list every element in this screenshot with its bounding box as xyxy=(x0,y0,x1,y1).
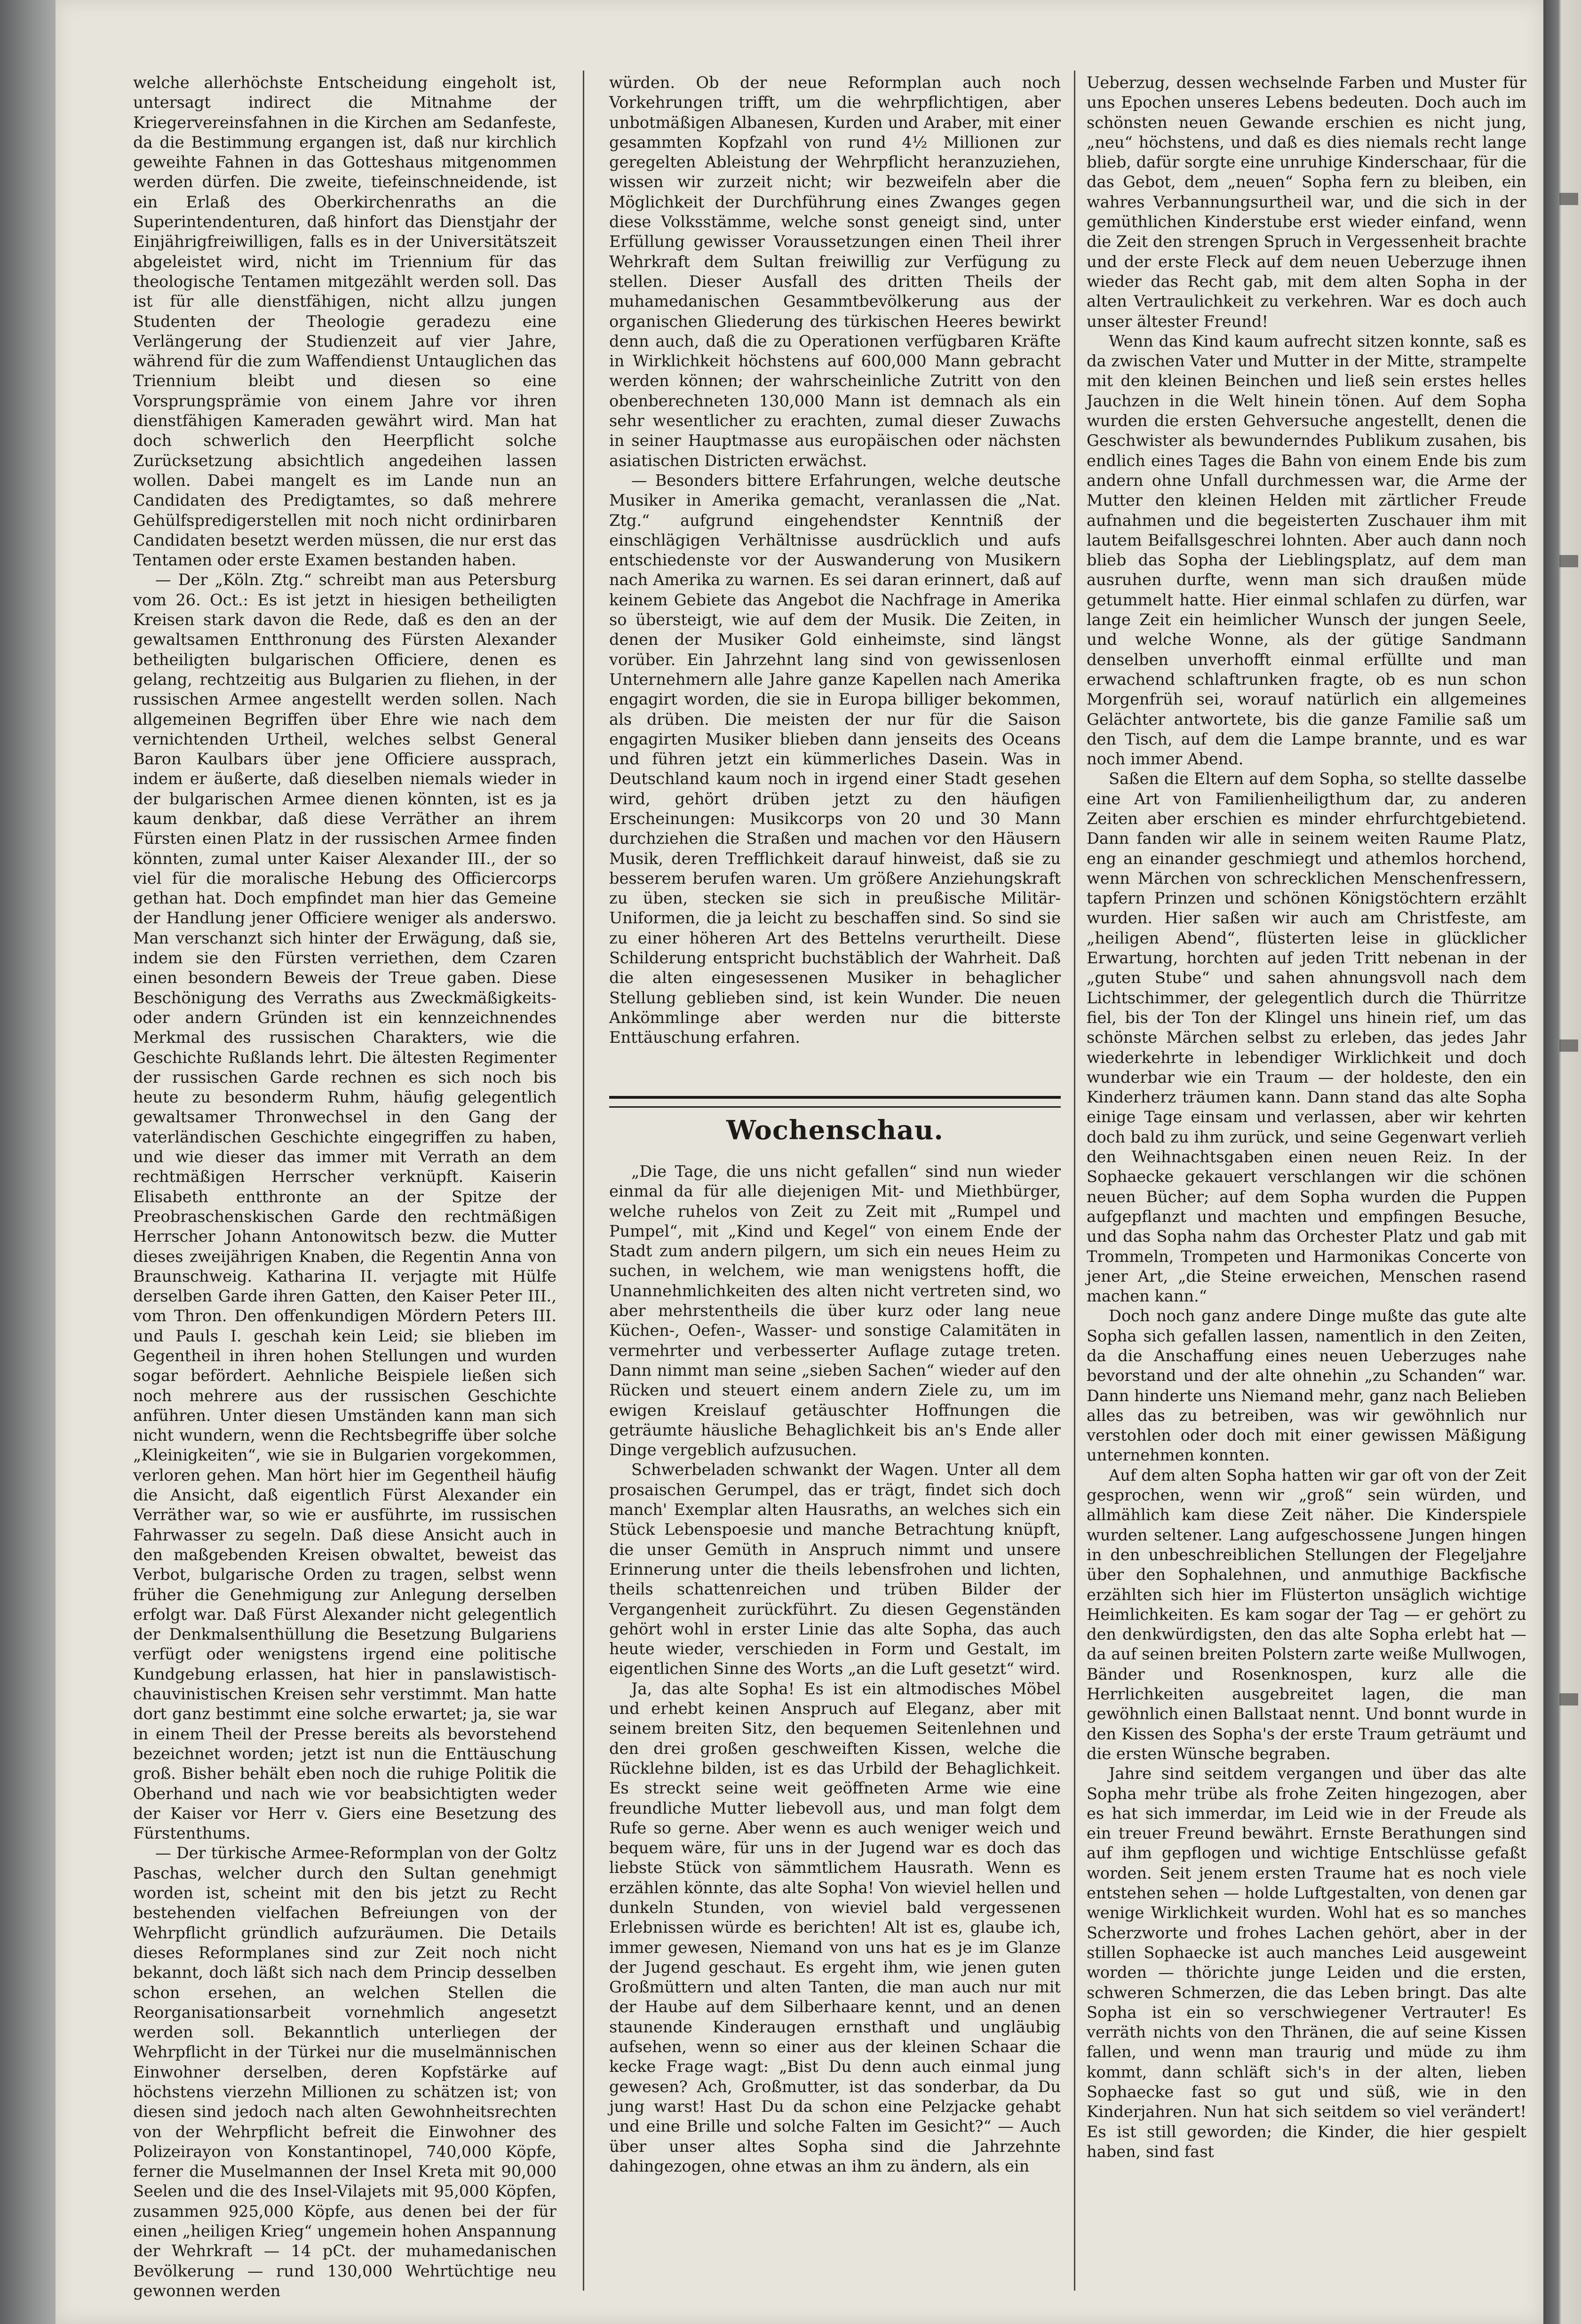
col2b-paragraph-2: Schwerbeladen schwankt der Wagen. Unter all dem prosaischen Gerumpel, das er trägt, findet sich doch manch' Exemplar alten Hausraths, an welches sich ein Stück Lebenspoesie und manche Betrachtung knüpft, die unser Gemüth in Anspruch nimmt und unsere Erinnerung unter die theils lebensfrohen und lichten, theils schattenreichen und trüben Bilder der Vergangenheit zurückführt. Zu diesen Gegenständen gehört wohl in erster Linie das alte Sopha, das auch heute wieder, verschieden in Form und Gestalt, im eigentlichen Sinne des Worts „an die Luft gesetzt“ wird. xyxy=(609,1460,1061,1678)
column-right xyxy=(1087,73,1526,2284)
col1-paragraph-3: — Der türkische Armee-Reformplan von der Goltz Paschas, welcher durch den Sultan genehmigt worden ist, scheint mit den bis jetzt zu Recht bestehenden vielfachen Befreiungen von der Wehrpflicht gründlich aufzuräumen. Die Details dieses Reformplanes sind zur Zeit noch nicht bekannt, doch läßt sich nach dem Princip desselben schon ersehen, an welchen Stellen die Reorganisationsarbeit vornehmlich angesetzt werden soll. Bekanntlich unterliegen der Wehrpflicht in der Türkei nur die muselmännischen Einwohner derselben, deren Kopfstärke auf höchstens vierzehn Millionen zu schätzen ist; von diesen sind jedoch nach alten Gewohnheitsrechten von der Wehrpflicht befreit die Einwohner des Polizeirayon von Konstantinopel, 740,000 Köpfe, ferner die Muselmannen der Insel Kreta mit 90,000 Seelen und die des Insel-Vilajets mit 95,000 Köpfen, zusammen 925,000 Köpfe, aus denen bei der für einen „heiligen Krieg“ ungemein hohen Anspannung der Wehrkraft — 14 pCt. der muhamedanischen Bevölkerung — rund 130,000 Wehrtüchtige neu gewonnen werden xyxy=(133,1844,556,2300)
col1-paragraph-2: — Der „Köln. Ztg.“ schreibt man aus Petersburg vom 26. Oct.: Es ist jetzt in hiesigen betheiligten Kreisen stark davon die Rede, daß es den an der gewaltsamen Entthronung des Fürsten Alexander betheiligten bulgarischen Officiere, denen es gelang, rechtzeitig aus Bulgarien zu fliehen, in der russischen Armee angestellt werden sollen. Nach allgemeinen Begriffen über Ehre wie nach dem vernichtenden Urtheil, welches selbst General Baron Kaulbars über jene Officiere aussprach, indem er äußerte, daß dieselben niemals wieder in der bulgarischen Armee dienen könnten, ist es ja kaum denkbar, daß diese Verräther an ihrem Fürsten einen Platz in der russischen Armee finden könnten, zumal unter Kaiser Alexander III., der so viel für die moralische Hebung des Officiercorps gethan hat. Doch empfindet man hier das Gemeine der Handlung jener Officiere weniger als anderswo. Man verschanzt sich hinter der Erwägung, daß sie, indem sie den Fürsten verriethen, dem Czaren einen besondern Beweis der Treue gaben. Diese Beschönigung des Verraths aus Zweckmäßigkeits- oder andern Gründen ist ein kennzeichnendes Merkmal des russischen Charakters, wie die Geschichte Rußlands lehrt. Die ältesten Regimenter der russischen Garde rechnen es sich noch bis heute zu besonderm Ruhm, häufig gelegentlich gewaltsamer Thronwechsel in den Gang der vaterländischen Geschichte eingegriffen zu haben, und wie dieser das immer mit Verrath an dem rechtmäßigen Herrscher verknüpft. Kaiserin Elisabeth entthronte an der Spitze der Preobraschenskischen Garde den rechtmäßigen Herrscher Johann Antonowitsch bezw. die Mutter dieses zweijährigen Knaben, die Regentin Anna von Braunschweig. Katharina II. verjagte mit Hülfe derselben Garde ihren Gatten, den Kaiser Peter III., vom Thron. Den offenkundigen Mördern Peters III. und Pauls I. geschah kein Leid; sie blieben im Gegentheil in ihren hohen Stellungen und wurden sogar befördert. Aehnliche Beispiele ließen sich noch mehrere aus der russischen Geschichte anführen. Unter diesen Umständen kann man sich nicht wundern, wenn die Rechtsbegriffe über solche „Kleinigkeiten“, wie sie in Bulgarien vorgekommen, verloren gehen. Man hört hier im Gegentheil häufig die Ansicht, daß eigentlich Fürst Alexander ein Verräther war, so wie er ausführte, im russischen Fahrwasser zu segeln. Daß diese Ansicht auch in den maßgebenden Kreisen obwaltet, beweist das Verbot, bulgarische Orden zu tragen, selbst wenn früher die Genehmigung zur Anlegung derselben erfolgt war. Daß Fürst Alexander nicht gelegentlich der Denkmalsenthüllung die Besetzung Bulgariens verfügt oder wenigstens irgend eine politische Kundgebung erlassen, hat hier in panslawistisch-chauvinistischen Kreisen sehr verstimmt. Man hatte dort ganz bestimmt eine solche erwartet; ja, sie war in einem Theil der Presse bereits als bevorstehend bezeichnet worden; jetzt ist nun die Enttäuschung groß. Bisher behält eben noch die ruhige Politik die Oberhand und nach wie vor beabsichtigten weder der Kaiser vor Herr v. Giers eine Besetzung des Fürstenthums. xyxy=(133,571,556,1843)
col2-paragraph-1: würden. Ob der neue Reformplan auch noch Vorkehrungen trifft, um die wehrpflichtigen, aber unbotmäßigen Albanesen, Kurden und Araber, mit einer gesammten Kopfzahl von rund 4½ Millionen zur geregelten Ableistung der Wehrpflicht heranzuziehen, wissen wir zurzeit nicht; wir bezweifeln aber die Möglichkeit der Durchführung eines Zwanges gegen diese Volksstämme, welche sonst geneigt sind, unter Erfüllung gewisser Voraussetzungen einen Theil ihrer Wehrkraft dem Sultan freiwillig zur Verfügung zu stellen. Dieser Ausfall des dritten Theils der muhamedanischen Gesammtbevölkerung aus der organischen Gliederung des türkischen Heeres bewirkt denn auch, daß die zu Operationen verfügbaren Kräfte in Wirklichkeit höchstens auf 600,000 Mann gebracht werden können; der wahrscheinliche Zutritt von den obenberechneten 130,000 Mann ist demnach als ein sehr wesentlicher zu erachten, zumal dieser Zuwachs in seiner Hauptmasse aus europäischen oder nächsten asiatischen Districten erwächst. xyxy=(609,73,1061,470)
col2b-paragraph-1: „Die Tage, die uns nicht gefallen“ sind nun wieder einmal da für alle diejenigen Mit- und Miethbürger, welche ruhelos von Zeit zu Zeit mit „Rumpel und Pumpel“, mit „Kind und Kegel“ von einem Ende der Stadt zum andern pilgern, um sich ein neues Heim zu suchen, in welchem, wie man wenigstens hofft, die Unannehmlichkeiten des alten nicht vertreten sind, wo aber mehrstentheils die über kurz oder lang neue Küchen-, Oefen-, Wasser- und sonstige Calamitäten in vermehrter und verbesserter Auflage zutage treten. Dann nimmt man seine „sieben Sachen“ wieder auf den Rücken und steuert einem andern Ziele zu, um im ewigen Kreislauf getäuschter Hoffnungen die geträumte häusliche Behaglichkeit bis an's Ende aller Dinge vergeblich aufzusuchen. xyxy=(609,1162,1061,1459)
section-title-wochenschau: Wochenschau. xyxy=(726,1115,944,1146)
col3-paragraph-4: Doch noch ganz andere Dinge mußte das gute alte Sopha sich gefallen lassen, namentlich in den Zeiten, da die Anschaffung eines neuen Ueberzuges nahe bevorstand und der alte ohnehin „zu Schanden“ war. Dann hinderte uns Niemand mehr, ganz nach Belieben alles das zu betreiben, was wir gewöhnlich nur verstohlen oder doch mit einer gewissen Mäßigung unternehmen konnten. xyxy=(1087,1307,1526,1465)
column-middle-bottom xyxy=(609,1162,1061,2286)
column-left xyxy=(133,73,556,2300)
col3-paragraph-5: Auf dem alten Sopha hatten wir gar oft von der Zeit gesprochen, wenn wir „groß“ sein würden, und allmählich kam diese Zeit näher. Die Kinderspiele wurden seltener. Lang aufgeschossene Jungen hingen in den unbeschreiblichen Stellungen der Flegeljahre über den Sophalehnen, und anmuthige Backfische erzählten sich hier im Flüsterton unsäglich wichtige Heimlichkeiten. Es kam sogar der Tag — er gehört zu den denkwürdigsten, den das alte Sopha erlebt hat — da auf seinen breiten Polstern zarte weiße Mullwogen, Bänder und Rosenknospen, kurz alle die Herrlichkeiten ausgebreitet lagen, die man gewöhnlich einen Ballstaat nennt. Und bonnt wurde in den Kissen des Sopha's der erste Traum geträumt und die ersten Wünsche begraben. xyxy=(1087,1466,1526,1763)
col3-paragraph-3: Saßen die Eltern auf dem Sopha, so stellte dasselbe eine Art von Familienheiligthum dar, zu anderen Zeiten aber erschien es minder ehrfurchtgebietend. Dann fanden wir alle in seinem weiten Raume Platz, eng an einander geschmiegt und athemlos horchend, wenn Märchen von schrecklichen Menschenfressern, tapfern Prinzen und schönen Königstöchtern erzählt wurden. Hier saßen wir auch am Christfeste, am „heiligen Abend“, flüsterten leise in glücklicher Erwartung, horchten auf jeden Tritt nebenan in der „guten Stube“ und sahen ahnungsvoll nach dem Lichtschimmer, der gelegentlich durch die Thürritze fiel, bis der Ton der Klingel uns hinein rief, um das schönste Märchen selbst zu erleben, das jedes Jahr wiederkehrte in lebendiger Wirklichkeit und doch wunderbar wie ein Traum — der holdeste, den ein Kinderherz träumen kann. Dann stand das alte Sopha einige Tage einsam und verlassen, aber wir kehrten doch bald zu ihm zurück, und seine Gegenwart verlieh den Weihnachtsgaben einen neuen Reiz. In der Sophaecke gekauert verschlangen wir die schönen neuen Bücher; auf dem Sopha wurden die Puppen aufgepflanzt und machten und empfingen Besuche, und das Sopha nahm das Orchester Platz und gab mit Trommeln, Trompeten und Harmonikas Concerte von jener Art, „die Steine erweichen, Menschen rasend machen kann.“ xyxy=(1087,769,1526,1306)
adjacent-page-edge xyxy=(1543,0,1581,2324)
column-rule-2 xyxy=(1074,71,1075,2291)
col3-paragraph-6: Jahre sind seitdem vergangen und über das alte Sopha mehr trübe als frohe Zeiten hingezogen, aber es hat sich immerdar, im Leid wie in der Freude als ein treuer Freund bewährt. Ernste Berathungen sind auf ihm gepflogen und wichtige Entschlüsse gefaßt worden. Seit jenem ersten Traume hat es noch viele entstehen sehen — holde Luftgestalten, von denen gar wenige Wirklichkeit wurden. Wohl hat es so manches Scherzworte und frohes Lachen gehört, aber in der stillen Sophaecke ist auch manches Leid ausgeweint worden — thörichte junge Leiden und die ersten, schweren Schmerzen, die das Leben bringt. Das alte Sopha ist ein so verschwiegener Vertrauter! Es verräth nichts von den Thränen, die auf seine Kissen fallen, und wenn man traurig und müde zu ihm kommt, dann schläft sich's in der alten, lieben Sophaecke fast so gut und süß, wie in den Kinderjahren. Nun hat sich seitdem so viel verändert! Es ist still geworden; die Kinder, die hier gespielt haben, sind fast xyxy=(1087,1764,1526,2161)
scan-binding-edge xyxy=(0,0,56,2324)
col1-paragraph-1: welche allerhöchste Entscheidung eingeholt ist, untersagt indirect die Mitnahme der Kriegervereinsfahnen in die Kirchen am Sedanfeste, da die Bestimmung ergangen ist, daß nur kirchlich geweihte Fahnen in das Gotteshaus mitgenommen werden dürfen. Die zweite, tiefeinschneidende, ist ein Erlaß des Oberkirchenraths an die Superintendenturen, daß hinfort das Dienstjahr der Einjährigfreiwilligen, falls es in der Universitätszeit abgeleistet wird, nicht im Triennium für das theologische Tentamen mitgezählt werden soll. Das ist für alle dienstfähigen, nicht allzu jungen Studenten der Theologie geradezu eine Verlängerung der Studienzeit auf vier Jahre, während für die zum Waffendienst Untauglichen das Triennium bleibt und diesen so eine Vorsprungsprämie von einem Jahre vor ihren dienstfähigen Kameraden gewährt wird. Man hat doch schwerlich den Heerpflicht solche Zurücksetzung absichtlich angedeihen lassen wollen. Dabei mangelt es im Lande nun an Candidaten des Predigtamtes, so daß mehrere Gehülfspredigerstellen mit noch nicht ordinirbaren Candidaten besetzt werden müssen, die nur erst das Tentamen oder erste Examen bestanden haben. xyxy=(133,73,556,570)
section-divider xyxy=(609,1096,1061,1108)
column-middle-top xyxy=(609,73,1061,1075)
col2-paragraph-2: — Besonders bittere Erfahrungen, welche deutsche Musiker in Amerika gemacht, veranlassen die „Nat. Ztg.“ aufgrund eingehendster Kenntniß der einschlägigen Verhältnisse ausdrücklich und aufs entschiedenste vor der Auswanderung von Musikern nach Amerika zu warnen. Es sei daran erinnert, daß auf keinem Gebiete das Angebot die Nachfrage in Amerika so übersteigt, wie auf dem der Musik. Die Zeiten, in denen der Musiker Gold einheimste, sind längst vorüber. Ein Jahrzehnt lang sind von gewissenlosen Unternehmern alle Jahre ganze Kapellen nach Amerika engagirt worden, die sie in Europa billiger bekommen, als drüben. Die meisten der nur für die Saison engagirten Musiker blieben dann jenseits des Oceans und führen jetzt ein kümmerliches Dasein. Was in Deutschland kaum noch in irgend einer Stadt gesehen wird, gehört drüben jetzt zu den häufigen Erscheinungen: Musikcorps von 20 und 30 Mann durchziehen die Straßen und machen vor den Häusern Musik, deren Trefflichkeit darauf hinweist, daß sie zu besserem berufen waren. Um größere Anziehungskraft zu üben, stecken sie sich in preußische Militär-Uniformen, die ja leicht zu beschaffen sind. So sind sie zu einer höheren Art des Bettelns verurtheilt. Diese Schilderung entspricht buchstäblich der Wahrheit. Daß die alten eingesessenen Musiker in behaglicher Stellung geblieben sind, ist kein Wunder. Die neuen Ankömmlinge aber werden nur die bitterste Enttäuschung erfahren. xyxy=(609,471,1061,1047)
column-rule-1 xyxy=(583,71,584,2291)
col2b-paragraph-3: Ja, das alte Sopha! Es ist ein altmodisches Möbel und erhebt keinen Anspruch auf Eleganz, aber mit seinem breiten Sitz, den bequemen Seitenlehnen und den drei großen geschweiften Kissen, welche die Rücklehne bilden, ist es das Urbild der Behaglichkeit. Es streckt seine weit geöffneten Arme wie eine freundliche Mutter liebevoll aus, und man folgt dem Rufe so gerne. Aber wenn es auch weniger weich und bequem wäre, für uns in der Jugend war es doch das liebste Stück von sämmtlichem Hausrath. Wenn es erzählen könnte, das alte Sopha! Von wieviel hellen und dunkeln Stunden, von wieviel bald vergessenen Erlebnissen würde es berichten! Alt ist es, glaube ich, immer gewesen, Niemand von uns hat es je im Glanze der Jugend geschaut. Es ergeht ihm, wie jenen guten Großmüttern und alten Tanten, die man auch nur mit der Haube auf dem Silberhaare kennt, und an denen staunende Kinderaugen ernsthaft und ungläubig aufsehen, wenn so einer aus der kleinen Schaar die kecke Frage wagt: „Bist Du denn auch einmal jung gewesen? Ach, Großmutter, ist das sonderbar, da Du jung warst! Hast Du da schon eine Pelzjacke gehabt und eine Brille und solche Falten im Gesicht?“ — Auch über unser altes Sopha sind die Jahrzehnte dahingezogen, ohne etwas an ihm zu ändern, als ein xyxy=(609,1679,1061,2175)
col3-paragraph-2: Wenn das Kind kaum aufrecht sitzen konnte, saß es da zwischen Vater und Mutter in der Mitte, strampelte mit den kleinen Beinchen und ließ sein erstes helles Jauchzen in die Welt hinein tönen. Auf dem Sopha wurden die ersten Gehversuche angestellt, denen die Geschwister als bewunderndes Publikum zusahen, bis endlich eines Tages die Bahn von einem Ende bis zum andern ohne Unfall durchmessen war, die Arme der Mutter den kleinen Helden mit zärtlicher Freude aufnahmen und die begeisterten Zuschauer ihm mit lautem Beifallsgeschrei lohnten. Aber auch dann noch blieb das Sopha der Lieblingsplatz, auf dem man ausruhen durfte, wenn man sich draußen müde getummelt hatte. Hier einmal schlafen zu dürfen, war lange Zeit ein heimlicher Wunsch der jungen Seele, und welche Wonne, als der gütige Sandmann denselben unverhofft einmal erfüllte und man erwachend schlaftrunken fragte, ob es nun schon Morgenfrüh sei, worauf natürlich ein allgemeines Gelächter antwortete, bis die ganze Familie saß um den Tisch, auf dem die Lampe brannte, und es war noch immer Abend. xyxy=(1087,332,1526,769)
col3-paragraph-1: Ueberzug, dessen wechselnde Farben und Muster für uns Epochen unseres Lebens bedeuten. Doch auch im schönsten neuen Gewande erschien es nicht jung, „neu“ höchstens, und daß es dies niemals recht lange blieb, dafür sorgte eine unruhige Kinderschaar, für die das Gebot, dem „neuen“ Sopha fern zu bleiben, ein wahres Verbannungsurtheil war, und die sich in der gemüthlichen Kinderstube erst wieder einfand, wenn die Zeit den strengen Spruch in Vergessenheit brachte und der erste Fleck auf dem neuen Ueberzuge ihnen wieder das Recht gab, mit dem alten Sopha in der alten Vertraulichkeit zu verkehren. War es doch auch unser ältester Freund! xyxy=(1087,73,1526,331)
